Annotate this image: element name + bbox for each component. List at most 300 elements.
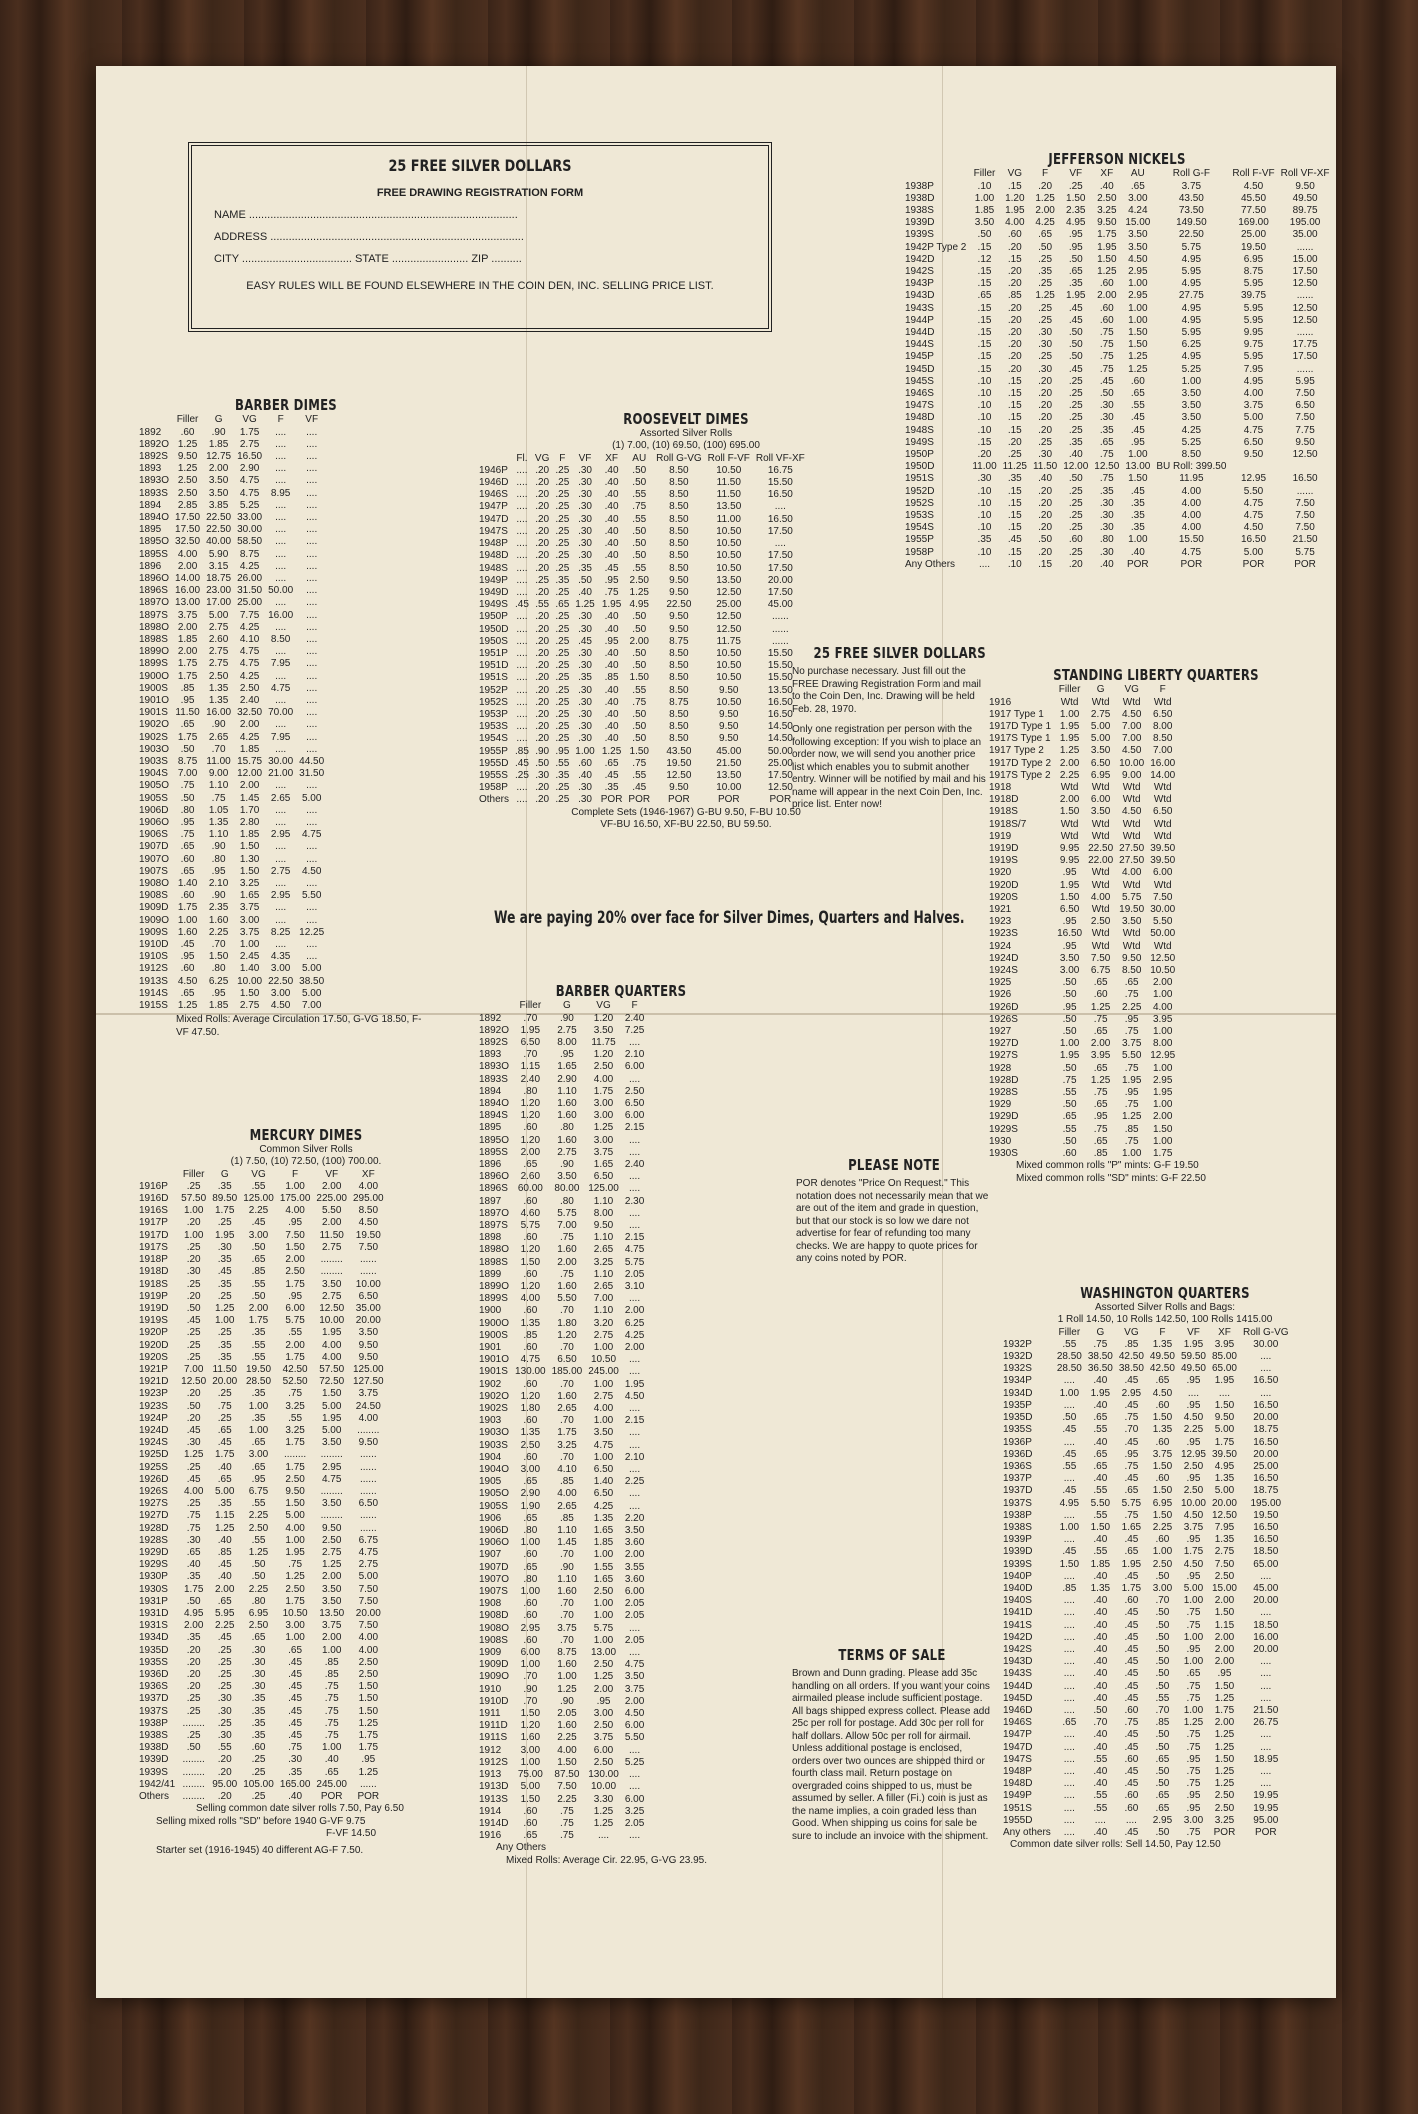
price-cell: 10.50 <box>716 562 742 574</box>
coin-date-cell: 1924 <box>989 940 1012 952</box>
price-cell: 5.00 <box>1214 1485 1235 1497</box>
price-cell: 5.75 <box>1181 241 1202 253</box>
coin-date-cell: 1947S <box>479 525 508 537</box>
table-row <box>902 315 1333 327</box>
price-cell: 6.25 <box>1181 339 1202 351</box>
price-cell: 1.00 <box>183 1229 204 1241</box>
coin-date-cell: 1894S <box>479 1110 508 1122</box>
price-cell: .35 <box>1099 485 1114 497</box>
price-cell: .20 <box>1038 509 1053 521</box>
coin-date-cell: 1893O <box>139 475 170 487</box>
price-cell: 32.50 <box>237 707 263 719</box>
price-cell: .... <box>516 464 528 476</box>
coin-date-cell: 1927D <box>139 1510 169 1522</box>
table-row <box>476 770 808 782</box>
price-cell: .... <box>1063 1778 1075 1790</box>
table-row <box>986 1111 1178 1123</box>
price-cell: 4.75 <box>624 1244 645 1256</box>
price-cell: .45 <box>186 1315 201 1327</box>
price-cell: 3.00 <box>1059 964 1080 976</box>
table-row <box>902 412 1333 424</box>
section-subtitle: (1) 7.50, (10) 72.50, (100) 700.00. <box>230 1156 382 1168</box>
price-cell: 1.75 <box>183 1583 204 1595</box>
price-cell: .70 <box>559 1598 574 1610</box>
price-cell: 1.50 <box>1059 1558 1080 1570</box>
column-header: VG <box>1124 1326 1139 1338</box>
coin-date-cell: 1905S <box>479 1500 508 1512</box>
price-cell: .... <box>306 951 318 963</box>
price-cell: 1.85 <box>208 438 229 450</box>
price-cell: .95 <box>1068 229 1083 241</box>
price-cell: 1.65 <box>239 890 260 902</box>
price-cell: 3.50 <box>208 475 229 487</box>
price-cell: Wtd <box>1091 928 1110 940</box>
table-row <box>476 721 808 733</box>
price-cell: 58.50 <box>237 536 263 548</box>
coin-date-cell: 1951S <box>1003 1802 1032 1814</box>
price-cell: 1.00 <box>321 1742 342 1754</box>
price-cell: 2.00 <box>1059 794 1080 806</box>
table-row <box>136 1327 387 1339</box>
table-row <box>902 473 1333 485</box>
price-cell: .... <box>275 841 287 853</box>
table-row <box>136 939 327 951</box>
price-cell: 12.95 <box>1150 1050 1176 1062</box>
coin-date-cell: 1893 <box>479 1049 502 1061</box>
table-row <box>986 928 1178 940</box>
price-cell: .25 <box>1068 375 1083 387</box>
price-cell: 3.85 <box>208 499 229 511</box>
price-cell: .40 <box>1093 1436 1108 1448</box>
price-cell: 1.60 <box>520 1732 541 1744</box>
table-row <box>986 843 1178 855</box>
coin-date-cell: 1895 <box>139 524 162 536</box>
price-cell: .75 <box>1186 1692 1201 1704</box>
price-cell: 8.50 <box>1121 964 1142 976</box>
price-cell: 5.00 <box>520 1781 541 1793</box>
coin-date-cell: 1935D <box>1003 1412 1033 1424</box>
price-cell: .40 <box>1093 1570 1108 1582</box>
price-cell: 8.50 <box>1181 448 1202 460</box>
price-cell: .20 <box>1007 314 1022 326</box>
price-cell: .40 <box>1093 1631 1108 1643</box>
table-row <box>986 1087 1178 1099</box>
price-cell: 1.95 <box>1059 720 1080 732</box>
rules-text: No purchase necessary. Just fill out the FREE Drawing Registration Form and mail to the Coin Den, Inc. Drawing will be held Feb. 28, 1970. <box>792 666 981 715</box>
price-cell: 2.75 <box>1214 1546 1235 1558</box>
column-header: F <box>292 1168 299 1180</box>
price-cell: .10 <box>977 497 992 509</box>
section-footer: Any Others <box>496 1842 547 1854</box>
price-cell: .... <box>1218 1387 1231 1399</box>
price-cell: 22.50 <box>206 511 232 523</box>
price-cell: .45 <box>1124 1729 1139 1741</box>
price-cell: 9.50 <box>177 450 198 462</box>
price-cell: 4.50 <box>1128 253 1148 265</box>
table-row <box>476 1074 647 1086</box>
price-cell: .... <box>516 647 528 659</box>
table-row <box>902 400 1333 412</box>
coin-date-cell: 1894 <box>479 1085 502 1097</box>
price-cell: .60 <box>1093 989 1108 1001</box>
price-cell: .25 <box>555 586 570 598</box>
price-cell: 19.50 <box>1253 1509 1279 1521</box>
price-cell: .... <box>516 623 528 635</box>
price-cell: POR <box>668 794 690 806</box>
price-cell: 130.00 <box>588 1769 619 1781</box>
price-cell: 4.75 <box>593 1439 614 1451</box>
coin-date-cell: 1930S <box>989 1148 1018 1160</box>
price-cell: ........ <box>320 1266 343 1278</box>
coin-date-cell: 1951S <box>905 473 934 485</box>
price-cell: ........ <box>182 1766 205 1778</box>
price-cell: 25.00 <box>1253 1460 1279 1472</box>
coin-date-cell: 1938P <box>1003 1509 1032 1521</box>
price-cell: .75 <box>1186 1619 1201 1631</box>
coin-date-cell: 1911 <box>479 1708 501 1720</box>
price-cell: .... <box>306 902 318 914</box>
price-cell: .50 <box>186 1400 201 1412</box>
price-cell: 5.75 <box>285 1315 305 1327</box>
table-row <box>986 1002 1178 1014</box>
terms-section <box>792 1646 992 1843</box>
price-cell: 6.00 <box>624 1793 645 1805</box>
price-cell: .... <box>306 463 318 475</box>
price-cell: .20 <box>186 1669 201 1680</box>
table-row <box>476 587 808 599</box>
price-cell: .20 <box>186 1412 201 1424</box>
price-cell: .45 <box>515 757 529 769</box>
price-cell: .30 <box>1038 339 1053 351</box>
table-row <box>986 941 1178 953</box>
price-cell: .... <box>628 1830 641 1842</box>
address-field[interactable]: ADDRESS ................................................................................... <box>214 231 524 243</box>
table-row <box>136 1706 387 1718</box>
coin-date-cell: 1935S <box>1003 1424 1032 1436</box>
price-cell: 12.50 <box>1292 448 1318 460</box>
price-cell: .40 <box>1093 1741 1108 1753</box>
price-cell: .65 <box>251 1461 266 1473</box>
price-cell: 9.95 <box>1059 855 1080 867</box>
washington-quarters-section <box>1000 1284 1330 1852</box>
coin-date-cell: 1936S <box>1003 1460 1032 1472</box>
price-cell: .... <box>306 438 318 450</box>
price-cell: .95 <box>211 865 226 877</box>
price-cell: 39.75 <box>1240 290 1267 302</box>
table-row <box>136 829 327 841</box>
price-cell: 3.75 <box>593 1146 614 1158</box>
price-cell: .25 <box>555 562 570 574</box>
price-cell: .35 <box>977 534 992 546</box>
price-cell: 4.75 <box>358 1546 379 1558</box>
price-cell: 1.00 <box>1152 1099 1173 1111</box>
city-state-zip-field[interactable]: CITY .................................... STATE ......................... ZIP .......... <box>214 253 522 265</box>
price-cell: .30 <box>578 489 592 501</box>
coin-date-cell: 1893 <box>139 463 162 475</box>
table-row <box>136 1449 387 1461</box>
coin-date-cell: 1950S <box>479 635 508 647</box>
price-cell: 10.50 <box>591 1354 617 1366</box>
price-cell: .... <box>1260 1668 1272 1680</box>
price-cell: .... <box>306 585 318 597</box>
price-cell: .30 <box>578 513 592 525</box>
coin-date-cell: 1946P <box>479 464 508 476</box>
price-cell: 2.75 <box>208 621 229 633</box>
price-cell: .55 <box>555 757 570 769</box>
price-cell: 7.50 <box>358 1583 379 1595</box>
coin-date-cell: Any others <box>1003 1827 1051 1838</box>
price-cell: 1.25 <box>1128 363 1148 375</box>
price-cell: 1.25 <box>593 1805 614 1817</box>
price-cell: 6.50 <box>1243 436 1264 448</box>
price-cell: 25.00 <box>237 597 263 609</box>
price-cell: 4.25 <box>239 621 260 633</box>
price-cell: .10 <box>977 509 992 521</box>
price-cell: 3.00 <box>285 1620 305 1632</box>
price-cell: .15 <box>1007 546 1022 558</box>
price-cell: .25 <box>555 550 570 562</box>
price-cell: 2.25 <box>1059 769 1080 781</box>
table-row <box>902 461 1333 473</box>
coin-date-cell: 1951S <box>479 672 508 684</box>
price-cell: 4.00 <box>321 1351 342 1363</box>
section-title: WASHINGTON QUARTERS <box>1080 1284 1250 1302</box>
coin-date-cell: 1902O <box>139 719 170 731</box>
table-row <box>476 1623 647 1635</box>
section-title: BARBER QUARTERS <box>555 982 687 1000</box>
price-cell: .50 <box>1068 473 1083 485</box>
price-cell: 4.75 <box>1181 546 1202 558</box>
price-cell: 1.00 <box>177 914 198 926</box>
price-cell: Wtd <box>1122 794 1141 806</box>
table-row <box>476 1830 647 1842</box>
price-cell: 1.95 <box>1005 204 1025 216</box>
price-cell: 4.50 <box>1183 1509 1204 1521</box>
coin-date-cell: 1932D <box>1003 1351 1033 1363</box>
price-cell: .25 <box>1068 180 1083 192</box>
price-cell: .65 <box>217 1595 232 1607</box>
price-cell: 1.60 <box>557 1586 577 1598</box>
price-cell: .75 <box>1186 1827 1201 1838</box>
price-cell: .... <box>306 597 318 609</box>
price-cell: 22.50 <box>268 975 294 987</box>
price-cell: 30.00 <box>1253 1338 1279 1350</box>
price-cell: .... <box>628 1171 641 1183</box>
table-row <box>136 512 327 524</box>
price-cell: .... <box>1063 1619 1075 1631</box>
price-cell: 4.00 <box>177 548 198 560</box>
table-row <box>136 475 327 487</box>
price-cell: 3.75 <box>557 1622 577 1634</box>
price-cell: 2.00 <box>248 1302 269 1314</box>
price-cell: 10.00 <box>237 975 263 987</box>
price-cell: 1.50 <box>520 1708 541 1720</box>
price-cell: .50 <box>1155 1570 1170 1582</box>
price-cell: 12.50 <box>1150 952 1176 964</box>
price-cell: 52.50 <box>282 1376 308 1388</box>
coin-date-cell: 1918P <box>139 1254 168 1266</box>
price-cell: 65.00 <box>1253 1558 1279 1570</box>
price-cell: .75 <box>1124 1412 1139 1424</box>
price-cell: 3.00 <box>248 1449 269 1461</box>
price-cell: .50 <box>1062 977 1077 989</box>
price-cell: .75 <box>1186 1778 1201 1790</box>
price-cell: .50 <box>186 1302 201 1314</box>
price-cell: .20 <box>186 1217 201 1229</box>
price-cell: .15 <box>1007 180 1022 192</box>
price-cell: 2.50 <box>624 1085 645 1097</box>
coin-date-cell: 1901 <box>479 1341 502 1353</box>
price-cell: 6.50 <box>358 1290 379 1302</box>
coin-date-cell: 1896O <box>479 1171 510 1183</box>
price-cell: .45 <box>632 782 647 794</box>
coin-date-cell: 1924D <box>989 952 1019 964</box>
price-cell: 1.50 <box>1128 339 1148 351</box>
coin-date-cell: 1928D <box>989 1074 1019 1086</box>
table-row <box>902 437 1333 449</box>
coin-date-cell: 1895S <box>479 1146 508 1158</box>
coin-date-cell: 1893S <box>139 487 168 499</box>
coin-date-cell: 1917S <box>139 1241 168 1253</box>
price-cell: 1.50 <box>1214 1399 1235 1411</box>
price-cell: .... <box>516 562 528 574</box>
column-header: Roll G-F <box>1172 168 1210 180</box>
price-cell: 12.50 <box>716 623 742 635</box>
coin-date-cell: 1894O <box>479 1097 510 1109</box>
table-row <box>986 1124 1178 1136</box>
price-cell: .20 <box>977 448 992 460</box>
price-cell: .45 <box>288 1681 303 1693</box>
table-row <box>902 364 1333 376</box>
section-title: STANDING LIBERTY QUARTERS <box>1053 666 1259 684</box>
price-cell <box>1229 461 1277 473</box>
table-row <box>902 510 1333 522</box>
coin-date-cell: 1896S <box>139 585 168 597</box>
table-row <box>476 685 808 697</box>
price-cell: .25 <box>186 1339 201 1351</box>
name-field[interactable]: NAME ........................................................................................ <box>214 209 518 221</box>
price-cell: .60 <box>523 1817 538 1829</box>
coin-date-cell: 1905O <box>479 1488 510 1500</box>
price-cell: .65 <box>251 1437 266 1449</box>
price-cell: .70 <box>559 1415 574 1427</box>
price-cell: 245.00 <box>588 1366 619 1378</box>
coin-date-cell: 1955P <box>905 534 934 546</box>
price-cell: 3.00 <box>593 1110 614 1122</box>
price-cell: .20 <box>535 501 550 513</box>
price-cell: 4.00 <box>1090 891 1111 903</box>
price-cell: 23.00 <box>206 585 232 597</box>
price-cell: 1.50 <box>629 672 649 684</box>
price-cell: .50 <box>186 1595 201 1607</box>
price-cell: 3.75 <box>177 609 198 621</box>
price-cell: 1.25 <box>214 1522 235 1534</box>
price-cell: .25 <box>555 538 570 550</box>
price-cell: 2.50 <box>285 1266 305 1278</box>
price-cell: ...... <box>1296 241 1314 253</box>
price-cell: .45 <box>604 769 619 781</box>
price-cell: .30 <box>977 473 992 485</box>
coin-date-cell: 1905 <box>479 1476 502 1488</box>
price-cell: 2.65 <box>208 731 229 743</box>
price-cell: .95 <box>1062 940 1077 952</box>
price-cell: .20 <box>535 550 550 562</box>
price-cell: .... <box>306 694 318 706</box>
column-header: Filler <box>1058 1326 1081 1338</box>
coin-date-cell: 1899O <box>479 1280 510 1292</box>
table-row <box>476 563 808 575</box>
price-cell: .50 <box>1155 1668 1170 1680</box>
form-footer: EASY RULES WILL BE FOUND ELSEWHERE IN THE COIN DEN, INC. SELLING PRICE LIST. <box>246 280 714 292</box>
price-cell: .65 <box>523 1561 538 1573</box>
table-row <box>476 1159 647 1171</box>
price-cell: .90 <box>211 719 226 731</box>
price-cell: .75 <box>1093 1013 1108 1025</box>
price-cell: .45 <box>1124 1436 1139 1448</box>
price-cell: .25 <box>555 782 570 794</box>
price-cell: 2.75 <box>593 1329 614 1341</box>
coin-date-cell: 1944D <box>905 326 935 338</box>
price-cell: .30 <box>217 1705 232 1717</box>
price-cell: 3.00 <box>1128 192 1148 204</box>
price-cell: 5.50 <box>557 1293 577 1305</box>
price-cell: .... <box>1094 1814 1106 1826</box>
price-cell: 1.95 <box>1152 1087 1173 1098</box>
price-cell: 3.50 <box>1059 952 1080 964</box>
table-row <box>136 1486 387 1498</box>
table-row <box>476 697 808 709</box>
price-cell: 2.25 <box>557 1732 577 1744</box>
section-subtitle: Assorted Silver Rolls <box>639 428 733 440</box>
price-cell: 7.25 <box>624 1024 645 1036</box>
price-cell: .20 <box>1007 436 1022 448</box>
table-row <box>136 768 327 780</box>
price-cell: .50 <box>632 477 647 489</box>
table-row <box>986 1014 1178 1026</box>
price-cell: .... <box>516 733 528 745</box>
coin-date-cell: 1921 <box>989 903 1012 915</box>
table-row <box>1000 1437 1292 1449</box>
table-row <box>476 1220 647 1232</box>
price-cell: POR <box>769 794 792 806</box>
price-cell: .... <box>516 684 528 696</box>
price-cell: .95 <box>604 574 619 586</box>
price-cell: 28.50 <box>246 1376 272 1388</box>
price-cell: 7.00 <box>177 768 198 780</box>
price-cell: Wtd <box>1091 879 1110 891</box>
price-cell: .80 <box>180 804 195 816</box>
price-cell: .25 <box>555 672 570 684</box>
price-cell: 149.50 <box>1176 217 1207 229</box>
price-cell: 2.50 <box>629 574 649 586</box>
price-cell: .70 <box>523 1671 538 1683</box>
table-row <box>476 1122 647 1134</box>
price-cell: .... <box>306 646 318 658</box>
price-cell: ........ <box>182 1791 205 1803</box>
coin-date-cell: 1898O <box>139 621 170 633</box>
price-cell: 7.50 <box>1295 522 1315 534</box>
price-cell: 2.00 <box>1035 204 1055 216</box>
column-header: AU <box>1130 168 1145 180</box>
coin-date-cell: 1917D Type 2 <box>989 757 1052 769</box>
price-cell: .35 <box>251 1388 266 1400</box>
price-cell: .65 <box>1093 1448 1108 1460</box>
price-cell: 20.00 <box>355 1315 381 1327</box>
coin-date-cell: 1927S <box>139 1498 168 1510</box>
coin-date-cell: 1917 Type 2 <box>989 745 1044 757</box>
price-cell: 19.50 <box>246 1363 272 1375</box>
coin-date-cell: 1906D <box>139 804 169 816</box>
